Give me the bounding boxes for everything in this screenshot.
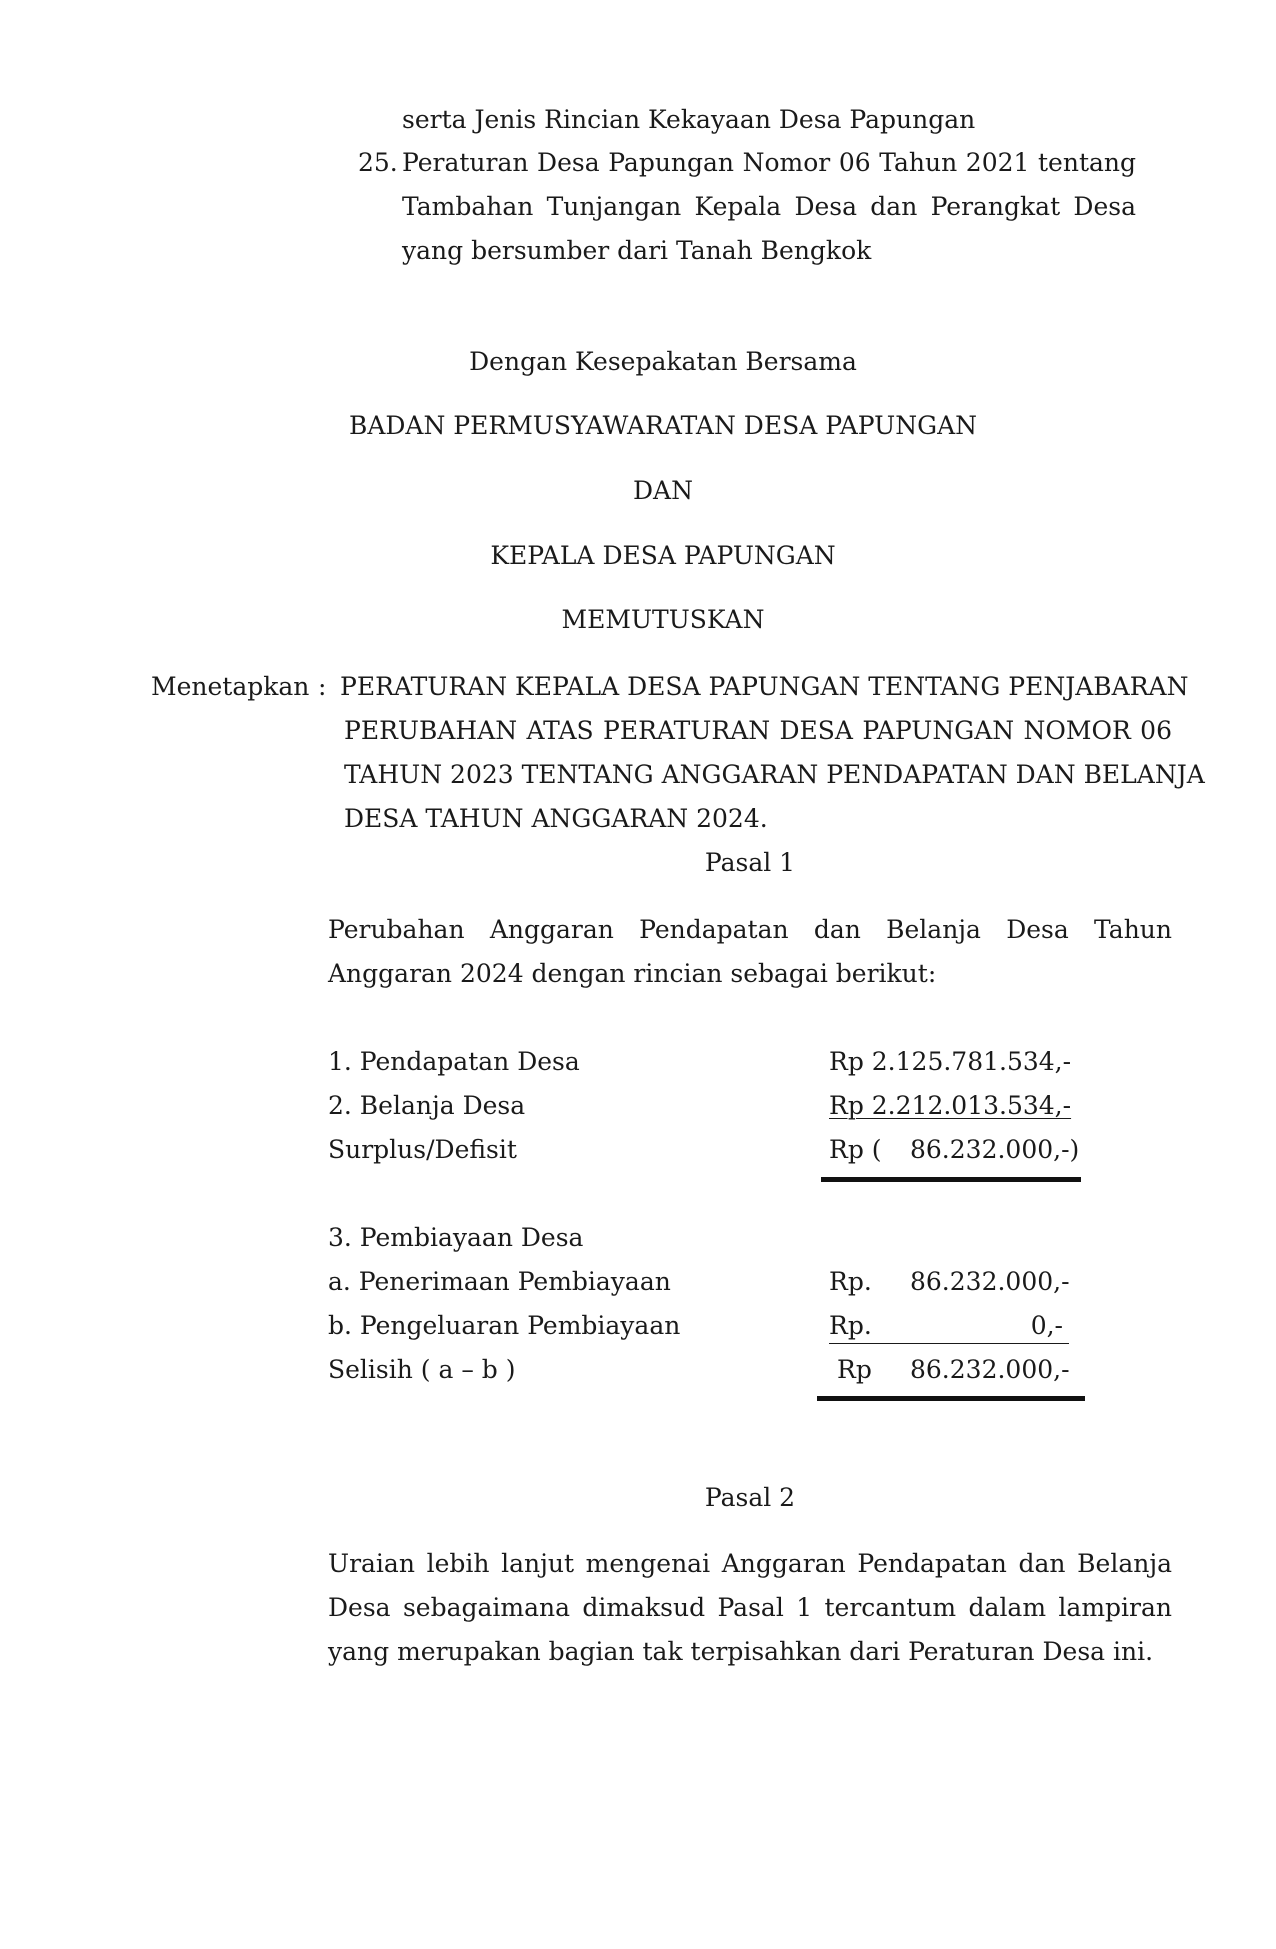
list-item-25-number: 25. <box>358 148 398 177</box>
pendapatan-label: 1. Pendapatan Desa <box>328 1047 580 1076</box>
menetapkan-colon: : <box>318 672 327 701</box>
surplus-prefix: Rp ( <box>829 1135 882 1164</box>
belanja-label: 2. Belanja Desa <box>328 1091 526 1120</box>
total-rule-2 <box>817 1396 1085 1401</box>
menetapkan-line-1: PERATURAN KEPALA DESA PAPUNGAN TENTANG PENJABARAN <box>340 672 1189 701</box>
surplus-label: Surplus/Defisit <box>328 1135 517 1164</box>
pasal-1-intro-line-2: Anggaran 2024 dengan rincian sebagai berikut: <box>328 959 937 988</box>
pengeluaran-value: 0,- <box>1030 1311 1063 1340</box>
belanja-value: Rp 2.212.013.534,- <box>829 1091 1072 1120</box>
pasal-1-intro-line-1: Perubahan Anggaran Pendapatan dan Belanja Desa Tahun <box>328 915 1172 944</box>
pasal-2-line-3: yang merupakan bagian tak terpisahkan dari Peraturan Desa ini. <box>328 1637 1154 1666</box>
agreement-party-kepala-desa: KEPALA DESA PAPUNGAN <box>490 541 836 570</box>
pengeluaran-label: b. Pengeluaran Pembiayaan <box>328 1311 681 1340</box>
pasal-2-title: Pasal 2 <box>704 1483 796 1512</box>
pasal-2-line-2: Desa sebagaimana dimaksud Pasal 1 tercantum dalam lampiran <box>328 1593 1172 1622</box>
selisih-label: Selisih ( a – b ) <box>328 1355 516 1384</box>
pengeluaran-prefix: Rp. <box>829 1311 872 1340</box>
list-item-25-line-1: Peraturan Desa Papungan Nomor 06 Tahun 2021 tentang <box>402 148 1136 177</box>
pendapatan-value: Rp 2.125.781.534,- <box>829 1047 1072 1076</box>
surplus-value: 86.232.000,-) <box>910 1135 1080 1164</box>
menetapkan-label: Menetapkan <box>151 672 310 701</box>
decision-heading: MEMUTUSKAN <box>561 605 765 634</box>
penerimaan-label: a. Penerimaan Pembiayaan <box>328 1267 671 1296</box>
selisih-value: 86.232.000,- <box>910 1355 1070 1384</box>
selisih-prefix: Rp <box>837 1355 872 1384</box>
pembiayaan-heading: 3. Pembiayaan Desa <box>328 1223 584 1252</box>
pasal-1-title: Pasal 1 <box>704 848 796 877</box>
menetapkan-line-2: PERUBAHAN ATAS PERATURAN DESA PAPUNGAN NOMOR 06 <box>344 716 1172 745</box>
list-item-25-line-2: Tambahan Tunjangan Kepala Desa dan Perangkat Desa <box>402 192 1136 221</box>
list-item-24-tail: serta Jenis Rincian Kekayaan Desa Papungan <box>402 105 976 134</box>
agreement-intro: Dengan Kesepakatan Bersama <box>469 347 857 376</box>
agreement-conjunction: DAN <box>633 476 693 505</box>
penerimaan-prefix: Rp. <box>829 1267 872 1296</box>
menetapkan-line-4: DESA TAHUN ANGGARAN 2024. <box>344 804 768 833</box>
agreement-party-bpd: BADAN PERMUSYAWARATAN DESA PAPUNGAN <box>348 411 978 440</box>
menetapkan-line-3: TAHUN 2023 TENTANG ANGGARAN PENDAPATAN DAN BELANJA <box>344 760 1205 789</box>
penerimaan-value: 86.232.000,- <box>910 1267 1070 1296</box>
pasal-2-line-1: Uraian lebih lanjut mengenai Anggaran Pendapatan dan Belanja <box>328 1549 1172 1578</box>
list-item-25-line-3: yang bersumber dari Tanah Bengkok <box>402 236 872 265</box>
pengeluaran-amount <box>829 1310 1069 1344</box>
total-rule-1 <box>821 1177 1081 1182</box>
